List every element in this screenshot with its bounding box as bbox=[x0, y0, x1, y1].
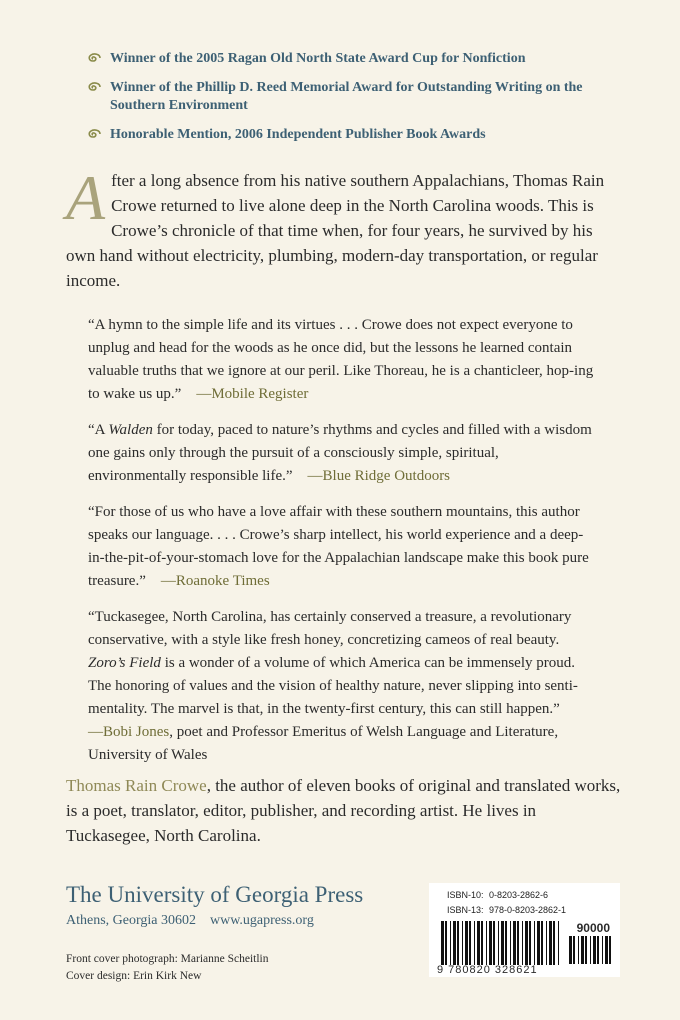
author-bio bbox=[66, 773, 622, 848]
barcode-bar bbox=[549, 921, 552, 965]
barcode-bar bbox=[597, 936, 599, 964]
quote-text: is a wonder of a volume of which America can be immensely proud. The honoring of values and the vision of healthy nature, never slipping into senti-mentality. The marvel is that, in the twenty-first century, this can still happen.” bbox=[88, 655, 578, 717]
publisher-address-line bbox=[66, 913, 314, 929]
barcode-digits: 9 780820 328621 bbox=[437, 964, 538, 976]
author-text: , the author of eleven books of original and translated works, is a poet, translator, editor, publisher, and recording artist. He lives in Tuckasegee, North Carolina. bbox=[66, 776, 621, 845]
isbn13: 978-0-8203-2862-1 bbox=[489, 905, 567, 915]
quote-source-detail: , poet and Professor Emeritus of Welsh Language and Literature, University of Wales bbox=[88, 724, 559, 763]
award-text: Winner of the Phillip D. Reed Memorial Award for Outstanding Writing on the Southern Environment bbox=[110, 80, 583, 113]
barcode-bar bbox=[605, 936, 608, 964]
quote-source: —Bobi Jones bbox=[88, 724, 170, 740]
author-name: Thomas Rain Crowe bbox=[66, 776, 207, 795]
award-item bbox=[88, 79, 608, 115]
publisher-name: The University of Georgia Press bbox=[66, 882, 364, 907]
isbn10-line: ISBN-10: 0-8203-2862-6 bbox=[447, 890, 549, 900]
price-code: 90000 bbox=[576, 921, 610, 935]
barcode-bar bbox=[609, 936, 611, 964]
award-text: Honorable Mention, 2006 Independent Publisher Book Awards bbox=[110, 127, 486, 142]
barcode-bar bbox=[462, 921, 463, 965]
barcode-bar bbox=[510, 921, 511, 965]
barcode-bar bbox=[541, 921, 543, 965]
barcode-bar bbox=[581, 936, 584, 964]
review-quotes bbox=[88, 314, 596, 780]
barcode-bar bbox=[477, 921, 480, 965]
barcode-bar bbox=[489, 921, 492, 965]
intro-text: fter a long absence from his native southern Appalachians, Thomas Rain Crowe returned to live alone deep in the North Carolina woods. This is Crowe’s chronicle of that time when, for four years, he survived by his own hand without electricity, plumbing, modern-day transportation, or regular income. bbox=[66, 171, 605, 290]
barcode-bar bbox=[602, 936, 603, 964]
barcode-bar bbox=[578, 936, 579, 964]
publisher-address: Athens, Georgia 30602 bbox=[66, 913, 196, 928]
barcode-bar bbox=[558, 921, 559, 965]
barcode-bar bbox=[513, 921, 516, 965]
quote-text: for today, paced to nature’s rhythms and cycles and filled with a wisdom one gains only through the pursuit of a consciously simple, spiritual, environmentally responsible life.” bbox=[88, 422, 592, 484]
publisher-url: www.ugapress.org bbox=[210, 913, 314, 928]
barcode-icon bbox=[441, 921, 563, 965]
award-item bbox=[88, 126, 608, 144]
quote-text: “A hymn to the simple life and its virtues . . . Crowe does not expect everyone to unplug and head for the woods as he once did, but the lessons he learned contain valuable truths that we ignore at our peril. Like Thoreau, he is a chanticleer, hop-ing to wake us up.” bbox=[88, 317, 594, 402]
barcode-bar bbox=[450, 921, 451, 965]
review-quote bbox=[88, 606, 596, 767]
quote-source: —Blue Ridge Outdoors bbox=[307, 468, 451, 484]
barcode-bar bbox=[505, 921, 507, 965]
barcode-bar bbox=[590, 936, 591, 964]
barcode-bar bbox=[553, 921, 555, 965]
barcode-bar bbox=[469, 921, 471, 965]
review-quote bbox=[88, 314, 596, 406]
barcode-bar bbox=[493, 921, 495, 965]
barcode-bar bbox=[474, 921, 475, 965]
barcode-bar bbox=[546, 921, 547, 965]
barcode-bar bbox=[534, 921, 535, 965]
design-credit: Cover design: Erin Kirk New bbox=[66, 970, 202, 982]
barcode-bar bbox=[529, 921, 531, 965]
isbn10: 0-8203-2862-6 bbox=[489, 890, 549, 900]
barcode-bar bbox=[517, 921, 519, 965]
quote-text: “Tuckasegee, North Carolina, has certainly conserved a treasure, a revolutionary conservative, with a style like fresh honey, concretizing cameos of real beauty. bbox=[88, 609, 572, 648]
barcode-bar bbox=[457, 921, 459, 965]
barcode-bar bbox=[537, 921, 540, 965]
barcode-bar bbox=[441, 921, 444, 965]
awards-list bbox=[88, 50, 608, 155]
book-title: Walden bbox=[108, 422, 153, 438]
addon-barcode-icon bbox=[569, 936, 613, 964]
swirl-bullet-icon bbox=[86, 81, 102, 93]
barcode-bar bbox=[593, 936, 596, 964]
book-title: Zoro’s Field bbox=[88, 655, 161, 671]
barcode-bar bbox=[453, 921, 456, 965]
barcode-bar bbox=[573, 936, 575, 964]
barcode-bar bbox=[525, 921, 528, 965]
review-quote bbox=[88, 501, 596, 593]
barcode-bar bbox=[585, 936, 587, 964]
barcode-bar bbox=[465, 921, 468, 965]
quote-source: —Roanoke Times bbox=[160, 573, 270, 589]
barcode-bar bbox=[445, 921, 447, 965]
isbn13-line: ISBN-13: 978-0-8203-2862-1 bbox=[447, 905, 567, 915]
award-text: Winner of the 2005 Ragan Old North State Award Cup for Nonfiction bbox=[110, 51, 526, 66]
barcode-bar bbox=[486, 921, 487, 965]
barcode-bar bbox=[498, 921, 499, 965]
quote-text: “A bbox=[88, 422, 109, 438]
swirl-bullet-icon bbox=[86, 128, 102, 140]
award-item bbox=[88, 50, 608, 68]
quote-text: “For those of us who have a love affair with these southern mountains, this author speaks our language. . . . Crowe’s sharp intellect, his world experience and a deep-in-the-pit-of-your-stomach love for the Appalachian landscape make this book pure treasure.” bbox=[88, 504, 589, 589]
intro-paragraph bbox=[66, 162, 622, 293]
photo-credit: Front cover photograph: Marianne Scheitlin bbox=[66, 953, 269, 965]
barcode-panel bbox=[429, 883, 620, 977]
barcode-bar bbox=[569, 936, 572, 964]
drop-cap: A bbox=[66, 162, 106, 233]
swirl-bullet-icon bbox=[86, 52, 102, 64]
review-quote bbox=[88, 419, 596, 488]
quote-source: —Mobile Register bbox=[196, 386, 309, 402]
barcode-bar bbox=[501, 921, 504, 965]
barcode-bar bbox=[522, 921, 523, 965]
barcode-bar bbox=[481, 921, 483, 965]
credits bbox=[66, 951, 268, 985]
